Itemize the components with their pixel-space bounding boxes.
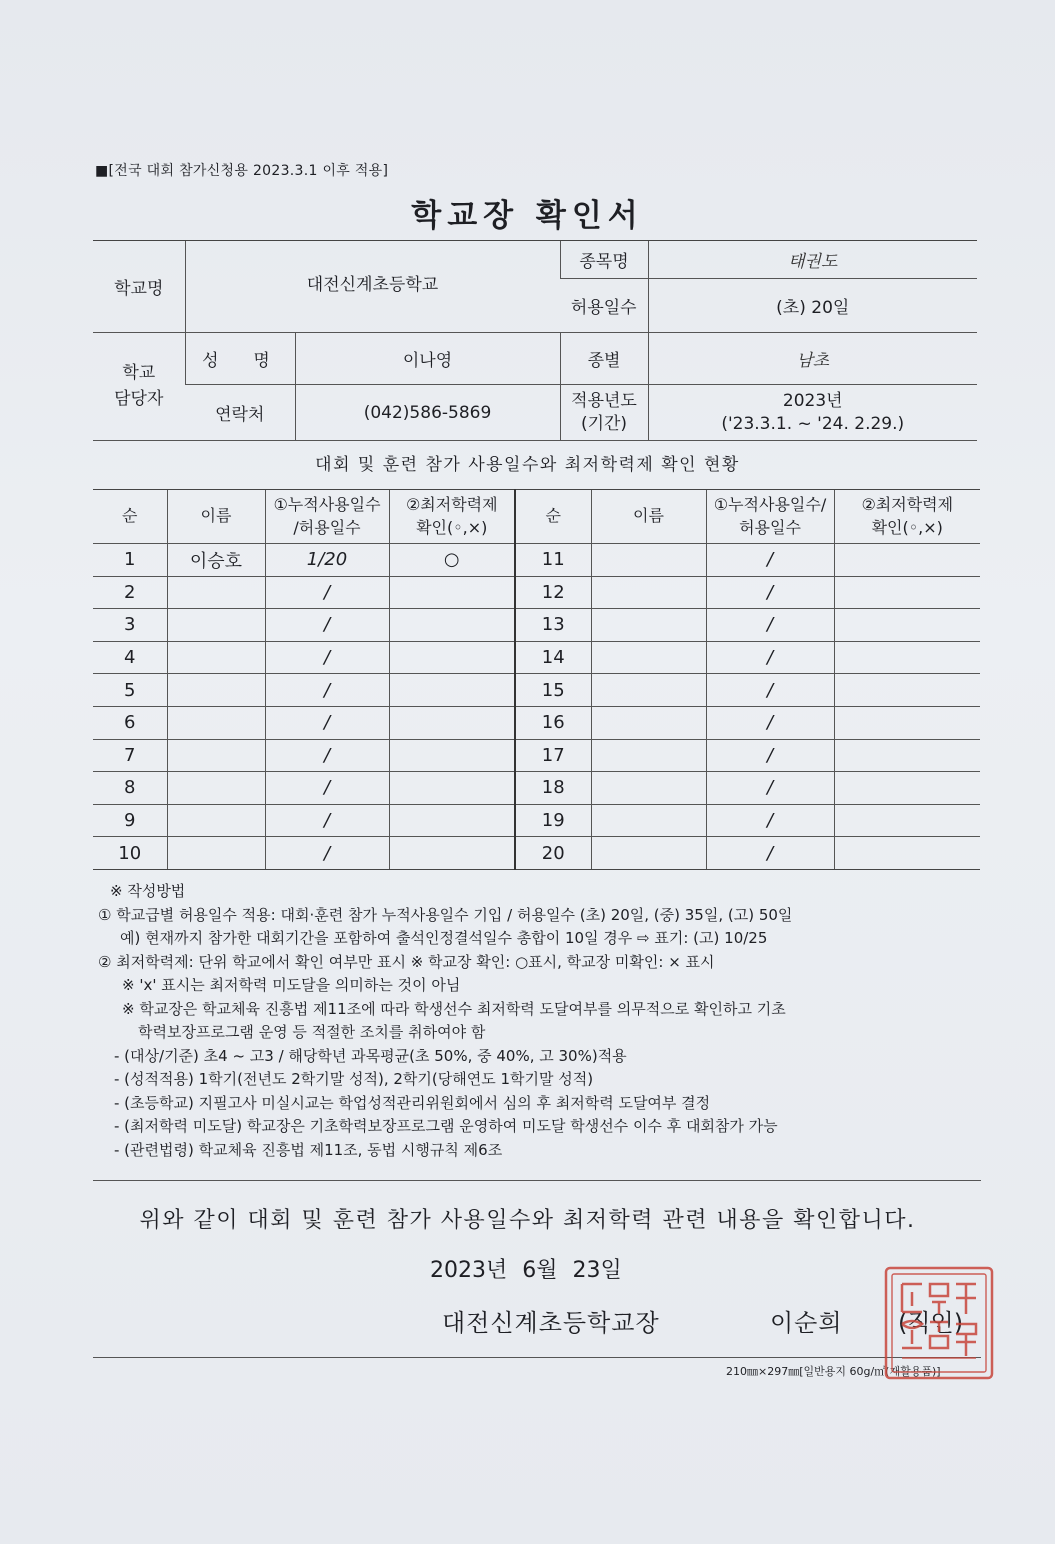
- instruction-line: - (초등학교) 지필고사 미실시교는 학업성적관리위원회에서 심의 후 최저학력 도달여부 결정: [114, 1093, 711, 1112]
- days-used: /: [706, 544, 834, 577]
- instruction-line: ※ 학교장은 학교체육 진흥법 제11조에 따라 학생선수 최저학력 도달여부를 의무적으로 확인하고 기초: [122, 999, 786, 1018]
- year-value: [648, 385, 977, 441]
- row-number: 12: [515, 576, 591, 609]
- academic-check: [389, 674, 515, 707]
- divider-top: [93, 1180, 981, 1181]
- student-name: [167, 576, 265, 609]
- academic-check: [389, 739, 515, 772]
- row-number: 2: [93, 576, 167, 609]
- header-no: 순: [93, 490, 167, 544]
- row-number: 15: [515, 674, 591, 707]
- period: ('23.3.1. ~ '24. 2.29.): [721, 413, 905, 434]
- days-used: /: [706, 706, 834, 739]
- divider-bottom: [93, 1357, 981, 1358]
- table-row: [93, 804, 980, 837]
- header-academic: ②최저학력제 확인(◦,×): [389, 490, 515, 544]
- academic-check: [834, 772, 980, 805]
- student-name: 이승호: [167, 544, 265, 577]
- student-name: [591, 544, 706, 577]
- days-used: /: [706, 804, 834, 837]
- table-row: [93, 739, 980, 772]
- student-name: [167, 739, 265, 772]
- confirmation-text: 위와 같이 대회 및 훈련 참가 사용일수와 최저학력 관련 내용을 확인합니다.: [139, 1208, 916, 1233]
- days-used: /: [706, 772, 834, 805]
- header-note: ■[전국 대회 참가신청용 2023.3.1 이후 적용]: [95, 163, 389, 179]
- instruction-line: ② 최저학력제: 단위 학교에서 확인 여부만 표시 ※ 학교장 확인: ○표시, 학교장 미확인: × 표시: [98, 952, 715, 971]
- table-row: [93, 706, 980, 739]
- student-name: [167, 706, 265, 739]
- academic-check: [389, 576, 515, 609]
- days-used: /: [265, 609, 389, 642]
- row-number: 1: [93, 544, 167, 577]
- student-name: [167, 641, 265, 674]
- instruction-line: - (최저학력 미도달) 학교장은 기초학력보장프로그램 운영하여 미도달 학생선수 이수 후 대회참가 가능: [114, 1117, 778, 1135]
- document-title: 학교장 확인서: [411, 198, 644, 234]
- header-name-2: 이름: [591, 490, 706, 544]
- header-academic-2: ②최저학력제 확인(◦,×): [834, 490, 980, 544]
- student-name: [591, 609, 706, 642]
- academic-check: [389, 772, 515, 805]
- instruction-line: ※ 작성방법: [110, 882, 186, 900]
- official-seal-stamp-icon: [880, 1262, 998, 1384]
- days-used: /: [706, 739, 834, 772]
- days-used: /: [706, 837, 834, 870]
- academic-check: [389, 804, 515, 837]
- table-row: [93, 544, 980, 577]
- principal-name: 이순희: [770, 1309, 843, 1337]
- allowed-days-label: 허용일수: [560, 279, 648, 333]
- days-used: /: [265, 804, 389, 837]
- writing-instructions: [98, 880, 988, 1162]
- academic-check: [389, 609, 515, 642]
- table-row: [93, 674, 980, 707]
- row-number: 9: [93, 804, 167, 837]
- academic-check: [834, 706, 980, 739]
- paper-spec-footer: 210㎜×297㎜[일반용지 60g/㎡(재활용품)]: [726, 1365, 941, 1378]
- row-number: 6: [93, 706, 167, 739]
- table-row: [93, 641, 980, 674]
- instruction-line: ① 학교급별 허용일수 적용: 대회·훈련 참가 누적사용일수 기입 / 허용일수 (초) 20일, (중) 35일, (고) 50일: [98, 905, 793, 924]
- academic-check: [834, 544, 980, 577]
- academic-check: [389, 837, 515, 870]
- contact-label: 연락처: [185, 385, 295, 441]
- row-number: 18: [515, 772, 591, 805]
- days-used: 1/20: [265, 544, 389, 577]
- confirmation-date: 2023년 6월 23일: [430, 1258, 622, 1283]
- days-used: /: [265, 706, 389, 739]
- sport-value: 태권도: [648, 241, 977, 279]
- row-number: 20: [515, 837, 591, 870]
- manager-name: 이나영: [295, 333, 560, 385]
- row-number: 17: [515, 739, 591, 772]
- student-name: [591, 804, 706, 837]
- year: 2023년: [782, 390, 843, 411]
- academic-check: [389, 706, 515, 739]
- table-row: [93, 837, 980, 870]
- academic-check: [834, 674, 980, 707]
- table-row: [93, 609, 980, 642]
- row-number: 14: [515, 641, 591, 674]
- days-used: /: [265, 837, 389, 870]
- instruction-line: 예) 현재까지 참가한 대회기간을 포함하여 출석인정결석일수 총합이 10일 경우 ⇨ 표기: (고) 10/25: [120, 929, 768, 947]
- days-used: /: [706, 674, 834, 707]
- table-row: [93, 576, 980, 609]
- student-name: [591, 674, 706, 707]
- header-name: 이름: [167, 490, 265, 544]
- header-days: ①누적사용일수 /허용일수: [265, 490, 389, 544]
- academic-check: [834, 576, 980, 609]
- row-number: 11: [515, 544, 591, 577]
- sport-label: 종목명: [560, 241, 648, 279]
- instruction-line: - (대상/기준) 초4 ~ 고3 / 해당학년 과목평균(초 50%, 중 40%, 고 30%)적용: [114, 1046, 627, 1065]
- gender-label: 종별: [560, 333, 648, 385]
- row-number: 5: [93, 674, 167, 707]
- student-name: [167, 674, 265, 707]
- days-used: /: [265, 576, 389, 609]
- section-title: 대회 및 훈련 참가 사용일수와 최저학력제 확인 현황: [315, 455, 740, 475]
- student-name: [167, 609, 265, 642]
- row-number: 10: [93, 837, 167, 870]
- row-number: 16: [515, 706, 591, 739]
- name-label: 성 명: [185, 333, 295, 385]
- student-name: [591, 772, 706, 805]
- year-label: 적용년도 (기간): [560, 385, 648, 441]
- instruction-line: ※ 'x' 표시는 최저학력 미도달을 의미하는 것이 아님: [122, 976, 461, 994]
- student-name: [167, 772, 265, 805]
- student-name: [591, 739, 706, 772]
- days-used: /: [265, 739, 389, 772]
- days-used: /: [706, 609, 834, 642]
- header-days-2: ①누적사용일수/ 허용일수: [706, 490, 834, 544]
- academic-check: [389, 641, 515, 674]
- academic-check: [834, 837, 980, 870]
- days-used: /: [265, 772, 389, 805]
- header-no-2: 순: [515, 490, 591, 544]
- manager-label: 학교 담당자: [93, 333, 185, 441]
- academic-check: [834, 739, 980, 772]
- table-row: [93, 772, 980, 805]
- academic-check: [834, 641, 980, 674]
- contact-value: (042)586-5869: [295, 385, 560, 441]
- row-number: 13: [515, 609, 591, 642]
- days-used: /: [706, 576, 834, 609]
- student-name: [591, 576, 706, 609]
- instruction-line: 학력보장프로그램 운영 등 적절한 조치를 취하여야 함: [138, 1023, 486, 1041]
- row-number: 8: [93, 772, 167, 805]
- allowed-days-value: (초) 20일: [648, 279, 977, 333]
- participation-table: [93, 489, 980, 870]
- student-name: [591, 641, 706, 674]
- gender-value: 남초: [648, 333, 977, 385]
- instruction-line: - (관련법령) 학교체육 진흥법 제11조, 동법 시행규칙 제6조: [114, 1140, 503, 1159]
- academic-check: [834, 804, 980, 837]
- school-name: 대전신계초등학교: [185, 241, 560, 333]
- days-used: /: [265, 641, 389, 674]
- student-name: [591, 837, 706, 870]
- school-label: 학교명: [93, 241, 185, 333]
- academic-check: ○: [389, 544, 515, 577]
- student-name: [591, 706, 706, 739]
- instruction-line: - (성적적용) 1학기(전년도 2학기말 성적), 2학기(당해연도 1학기말 성적): [114, 1070, 594, 1088]
- days-used: /: [706, 641, 834, 674]
- info-table: [93, 240, 977, 441]
- principal-title: 대전신계초등학교장: [442, 1309, 660, 1337]
- seal-label: (직인): [898, 1309, 964, 1337]
- student-name: [167, 804, 265, 837]
- student-name: [167, 837, 265, 870]
- row-number: 7: [93, 739, 167, 772]
- days-used: /: [265, 674, 389, 707]
- row-number: 4: [93, 641, 167, 674]
- row-number: 3: [93, 609, 167, 642]
- row-number: 19: [515, 804, 591, 837]
- academic-check: [834, 609, 980, 642]
